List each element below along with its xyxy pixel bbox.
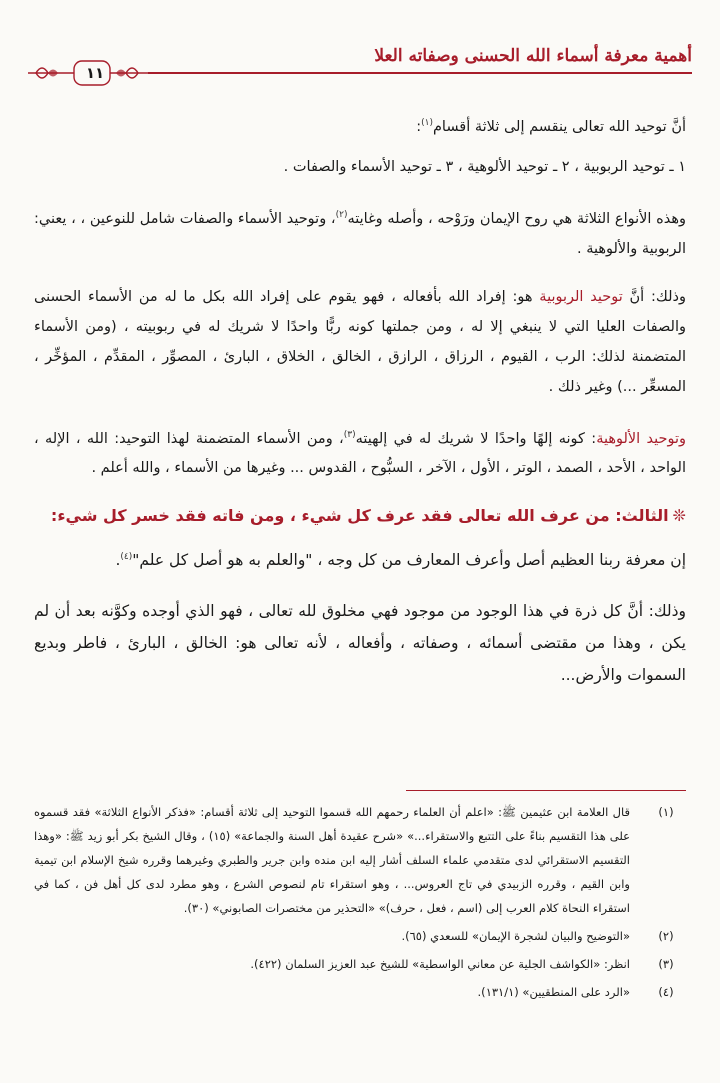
- footnote-ref-3[interactable]: (٣): [343, 429, 356, 440]
- types-text-b: ، وتوحيد الأسماء والصفات شامل للنوعين ، ، يعني: الربوبية والألوهية .: [34, 210, 686, 257]
- uluhiyyah-text-a: : كونه إلهًا واحدًا لا شريك له في إلهيته: [355, 430, 597, 447]
- footnotes: [34, 800, 686, 1008]
- header-rule: [148, 72, 692, 74]
- footnote-separator: [406, 790, 686, 791]
- section-heading-text: الثالث: من عرف الله تعالى فقد عرف كل شيء ، ومن فاته فقد خسر كل شيء:: [50, 506, 669, 526]
- paragraph-intro: [34, 108, 686, 142]
- footnote-2: [34, 924, 686, 948]
- term-rububiyyah: توحيد الربوبية: [539, 288, 623, 305]
- paragraph-rububiyyah: [34, 282, 686, 402]
- footnote-text: قال العلامة ابن عثيمين ﷺ: «اعلم أن العلماء رحمهم الله قسموا التوحيد إلى ثلاثة أقسام: «فذكر الأنواع الثلاثة» فقد قسموه على هذا التقسيم بناءً على التتبع والاستقراء...» «شرح عقيدة أهل السنة والجماعة» (١٥) ، وقال الشيخ بكر أبو زيد ﷺ: «وهذا التقسيم الاستقرائي لدى متقدمي علماء السلف أشار إليه ابن منده وابن جرير والطبري وغيرهما وقرره شيخ الإسلام ابن تيمية وابن القيم ، وقرره الزبيدي في تاج العروس... ، وهو استقراء تام لنصوص الشرع ، وهو مطرد لدى كل أهل فن ، كما في استقراء النحاة كلام العرب إلى (اسم ، فعل ، حرف)» «التحذير من مختصرات الصابوني» (٣٠).: [34, 805, 631, 915]
- main-text: [34, 108, 686, 691]
- footnote-text: انظر: «الكواشف الجلية عن معاني الواسطية» للشيخ عبد العزيز السلمان (٤٢٢).: [250, 957, 630, 971]
- running-title: أهمية معرفة أسماء الله الحسنى وصفاته العلا: [374, 46, 692, 66]
- footnote-number: (٢): [658, 929, 674, 943]
- footnote-text: «التوضيح والبيان لشجرة الإيمان» للسعدي (٦٥).: [401, 929, 630, 943]
- intro-end: :: [416, 118, 422, 135]
- star-ornament-icon: ❊: [672, 506, 686, 526]
- types-text-a: وهذه الأنواع الثلاثة هي روح الإيمان ورَوْحه ، وأصله وغايته: [347, 210, 686, 227]
- paragraph-categories: ١ ـ توحيد الربوبية ، ٢ ـ توحيد الألوهية ، ٣ ـ توحيد الأسماء والصفات .: [283, 158, 686, 175]
- footnote-1: [34, 800, 686, 920]
- paragraph-knowledge: [34, 541, 686, 576]
- page-header: [28, 46, 692, 84]
- footnote-number: (٤): [658, 985, 674, 999]
- paragraph-uluhiyyah: [34, 420, 686, 484]
- paragraph-creation: وذلك: أنَّ كل ذرة في هذا الوجود من موجود فهي مخلوق لله تعالى ، فهو الذي أوجده وكوَّنه بعد أن لم يكن ، وهذا من مقتضى أسمائه ، وصفاته ، وأفعاله ، لأنه تعالى هو: الخالق ، البارئ ، فاطر وبديع السموات والأرض...: [34, 601, 686, 684]
- section-heading: [34, 501, 686, 531]
- uluhiyyah-text-b: ، ومن الأسماء المتضمنة لهذا التوحيد: الله ، الإله ، الواحد ، الأحد ، الصمد ، الوتر ، الأول ، الآخر ، السبُّوح ، القدوس ... وغيرها من الأسماء ، والله أعلم .: [34, 430, 686, 477]
- knowledge-end: .: [115, 551, 121, 570]
- footnote-ref-1[interactable]: (١): [421, 118, 433, 128]
- footnote-ref-2[interactable]: (٢): [335, 209, 348, 220]
- paragraph-types: [34, 200, 686, 264]
- intro-text: أنَّ توحيد الله تعالى ينقسم إلى ثلاثة أقسام: [432, 118, 686, 135]
- page-number: ١١: [85, 64, 105, 82]
- footnote-number: (١): [658, 805, 674, 819]
- footnote-3: [34, 952, 686, 976]
- rububiyyah-lead: وذلك: أنَّ: [622, 288, 686, 305]
- footnote-ref-4[interactable]: (٤): [120, 552, 133, 563]
- knowledge-text: إن معرفة ربنا العظيم أصل وأعرف المعارف من كل وجه ، "والعلم به هو أصل كل علم": [132, 551, 686, 570]
- footnote-text: «الرد على المنطقيين» (١٣١/١).: [477, 985, 630, 999]
- footnote-4: [34, 980, 686, 1004]
- footnote-number: (٣): [658, 957, 674, 971]
- term-uluhiyyah: وتوحيد الألوهية: [596, 430, 687, 447]
- rububiyyah-text: هو: إفراد الله بأفعاله ، فهو يقوم على إفراد الله بكل ما له من الأسماء الحسنى والصفات العليا التي لا ينبغي إلا له ، ومن جملتها كونه ربًّا واحدًا لا شريك له في ربوبيته ، (ومن الأسماء المتضمنة لذلك: الرب ، القيوم ، الرزاق ، الرازق ، الخالق ، الخلاق ، البارئ ، المصوِّر ، المقدِّم ، المؤخِّر ، المسعِّر ...) وغير ذلك .: [34, 288, 686, 395]
